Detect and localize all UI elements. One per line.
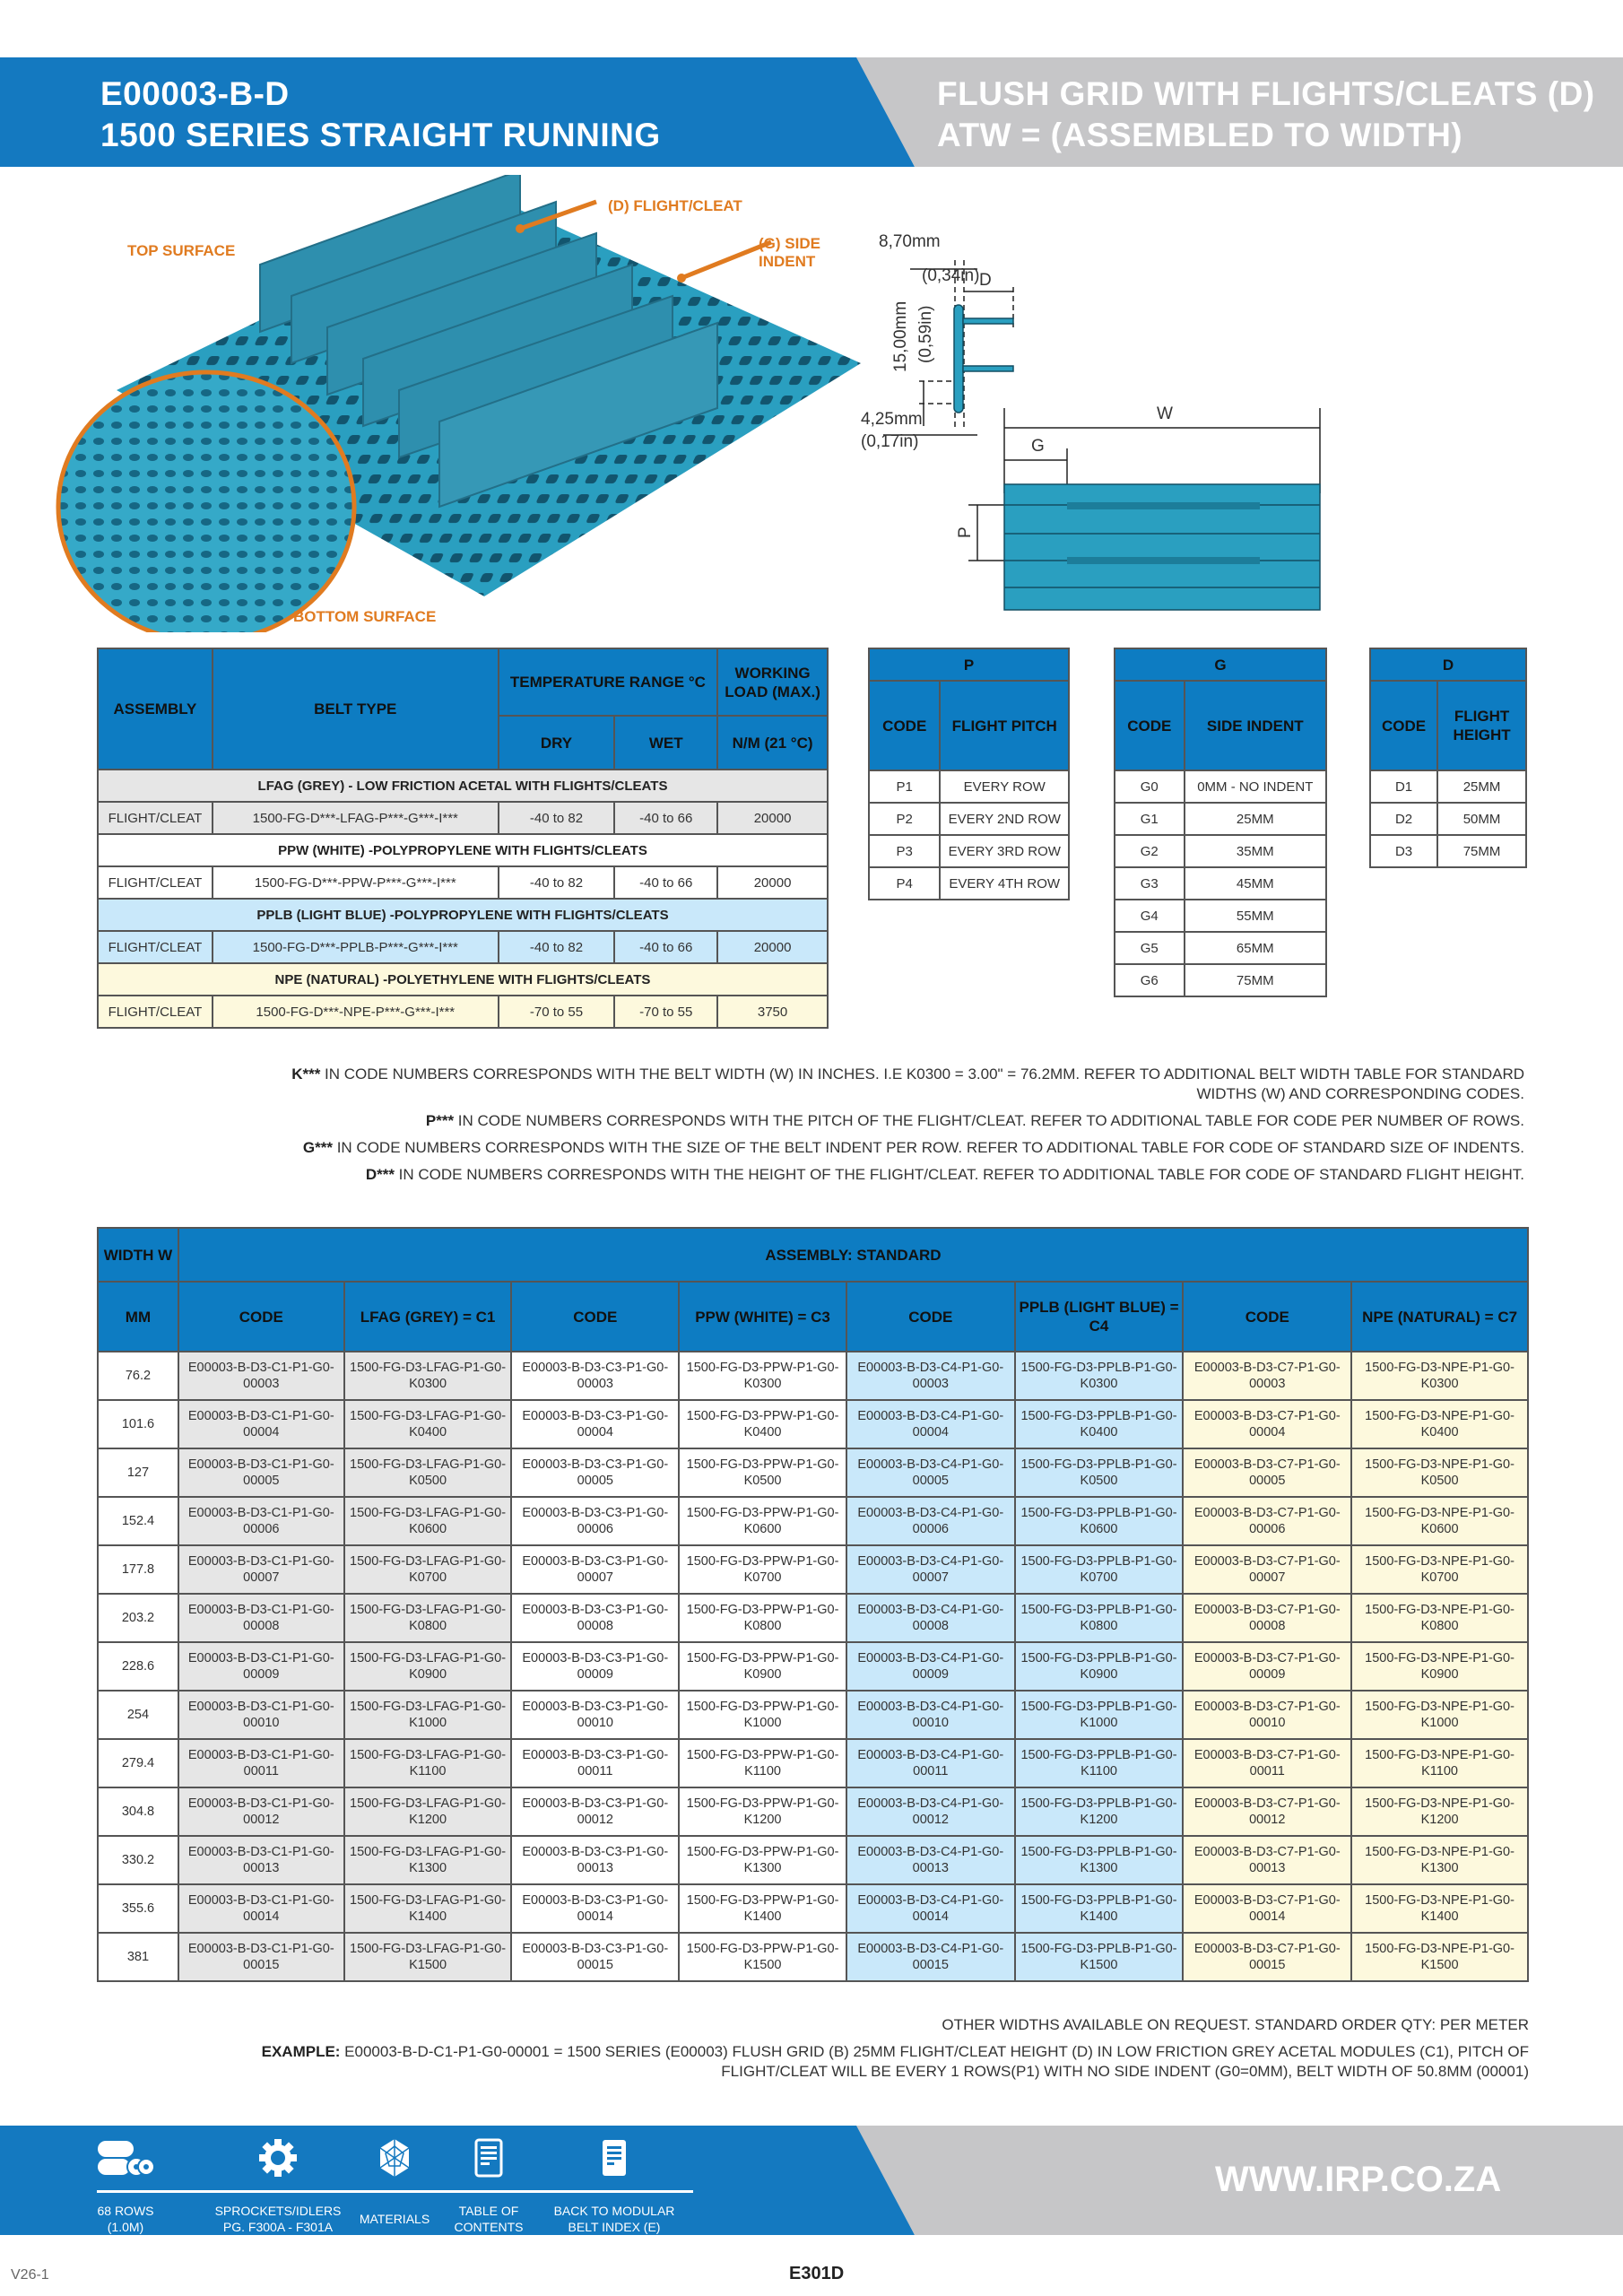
nav-materials[interactable]: MATERIALS bbox=[336, 2133, 453, 2235]
cell-belt-type: 1500-FG-D***-NPE-P***-G***-I*** bbox=[213, 996, 499, 1028]
cell-code-c1: E00003-B-D3-C1-P1-G0-00008 bbox=[178, 1594, 344, 1642]
note-d: D*** IN CODE NUMBERS CORRESPONDS WITH THE HEIGHT OF THE FLIGHT/CLEAT. REFER TO ADDITIONAL TABLE FOR CODE OF STANDARD FLIGHT HEIGHT. bbox=[365, 1166, 1524, 1183]
svg-text:P: P bbox=[956, 526, 975, 538]
product-subtitle: ATW = (ASSEMBLED TO WIDTH) bbox=[937, 117, 1463, 153]
cell-belt-type: 1500-FG-D***-PPLB-P***-G***-I*** bbox=[213, 931, 499, 963]
cell-assembly: FLIGHT/CLEAT bbox=[98, 931, 213, 963]
other-widths-note: OTHER WIDTHS AVAILABLE ON REQUEST. STANDARD ORDER QTY: PER METER bbox=[942, 2016, 1529, 2033]
cell-part-pplb: 1500-FG-D3-PPLB-P1-G0-K0600 bbox=[1015, 1497, 1184, 1545]
col-code: CODE bbox=[869, 681, 940, 770]
width-table-body bbox=[98, 1352, 1528, 1981]
table-row bbox=[869, 835, 1069, 867]
col-side-indent: SIDE INDENT bbox=[1185, 681, 1326, 770]
cell-value: 25MM bbox=[1185, 803, 1326, 835]
cell-code-c7: E00003-B-D3-C7-P1-G0-00005 bbox=[1183, 1448, 1351, 1497]
cell-code-c7: E00003-B-D3-C7-P1-G0-00011 bbox=[1183, 1739, 1351, 1787]
cell-load: 20000 bbox=[717, 802, 828, 834]
belt-dimension-diagram bbox=[861, 220, 1569, 623]
col-load-unit: N/M (21 °C) bbox=[717, 716, 828, 770]
code-notes bbox=[269, 1065, 1524, 1192]
cell-code-c4: E00003-B-D3-C4-P1-G0-00003 bbox=[846, 1352, 1015, 1400]
cell-value: 45MM bbox=[1185, 867, 1326, 900]
cell-code-c7: E00003-B-D3-C7-P1-G0-00004 bbox=[1183, 1400, 1351, 1448]
cell-part-ppw: 1500-FG-D3-PPW-P1-G0-K0700 bbox=[679, 1545, 846, 1594]
cell-width-mm: 203.2 bbox=[98, 1594, 178, 1642]
table-row bbox=[98, 1933, 1528, 1981]
cell-width-mm: 279.4 bbox=[98, 1739, 178, 1787]
cell-part-npe: 1500-FG-D3-NPE-P1-G0-K0800 bbox=[1351, 1594, 1528, 1642]
cell-part-npe: 1500-FG-D3-NPE-P1-G0-K0400 bbox=[1351, 1400, 1528, 1448]
cell-code-c3: E00003-B-D3-C3-P1-G0-00014 bbox=[511, 1884, 679, 1933]
cell-width-mm: 304.8 bbox=[98, 1787, 178, 1836]
table-row bbox=[1115, 770, 1326, 803]
table-row bbox=[98, 802, 828, 834]
table-row bbox=[98, 1884, 1528, 1933]
cell-part-ppw: 1500-FG-D3-PPW-P1-G0-K0500 bbox=[679, 1448, 846, 1497]
table-row bbox=[98, 1352, 1528, 1400]
cell-code-c7: E00003-B-D3-C7-P1-G0-00012 bbox=[1183, 1787, 1351, 1836]
svg-text:8,70mm: 8,70mm bbox=[879, 232, 941, 251]
cell-width-mm: 127 bbox=[98, 1448, 178, 1497]
footnotes bbox=[179, 2015, 1529, 2082]
website-link[interactable]: WWW.IRP.CO.ZA bbox=[1215, 2160, 1502, 2199]
belt-rolls-icon bbox=[67, 2133, 184, 2183]
cell-code: P2 bbox=[869, 803, 940, 835]
cell-code-c1: E00003-B-D3-C1-P1-G0-00013 bbox=[178, 1836, 344, 1884]
cell-part-lfag: 1500-FG-D3-LFAG-P1-G0-K0500 bbox=[344, 1448, 512, 1497]
col-lfag: LFAG (GREY) = C1 bbox=[344, 1282, 512, 1352]
product-title: FLUSH GRID WITH FLIGHTS/CLEATS (D) bbox=[937, 75, 1595, 112]
cell-code-c3: E00003-B-D3-C3-P1-G0-00010 bbox=[511, 1691, 679, 1739]
table-row bbox=[98, 1497, 1528, 1545]
cell-part-pplb: 1500-FG-D3-PPLB-P1-G0-K1100 bbox=[1015, 1739, 1184, 1787]
cell-part-pplb: 1500-FG-D3-PPLB-P1-G0-K1300 bbox=[1015, 1836, 1184, 1884]
cell-wet: -40 to 66 bbox=[614, 866, 717, 899]
col-belt-type: BELT TYPE bbox=[213, 648, 499, 770]
cell-code-c3: E00003-B-D3-C3-P1-G0-00012 bbox=[511, 1787, 679, 1836]
svg-text:15,00mm: 15,00mm bbox=[891, 300, 910, 372]
table-row bbox=[869, 867, 1069, 900]
cell-code-c1: E00003-B-D3-C1-P1-G0-00010 bbox=[178, 1691, 344, 1739]
cell-code-c1: E00003-B-D3-C1-P1-G0-00007 bbox=[178, 1545, 344, 1594]
cell-code-c4: E00003-B-D3-C4-P1-G0-00007 bbox=[846, 1545, 1015, 1594]
table-row bbox=[1115, 900, 1326, 932]
cell-code: G5 bbox=[1115, 932, 1185, 964]
cell-value: 25MM bbox=[1437, 770, 1526, 803]
cell-load: 20000 bbox=[717, 931, 828, 963]
cell-part-ppw: 1500-FG-D3-PPW-P1-G0-K1000 bbox=[679, 1691, 846, 1739]
note-p: P*** IN CODE NUMBERS CORRESPONDS WITH THE PITCH OF THE FLIGHT/CLEAT. REFER TO ADDITIONAL TABLE FOR CODE PER NUMBER OF ROWS. bbox=[425, 1112, 1524, 1129]
cell-code-c4: E00003-B-D3-C4-P1-G0-00012 bbox=[846, 1787, 1015, 1836]
cell-code-c3: E00003-B-D3-C3-P1-G0-00009 bbox=[511, 1642, 679, 1691]
table-row bbox=[98, 931, 828, 963]
assembly-standard-header: ASSEMBLY: STANDARD bbox=[178, 1228, 1528, 1282]
cell-part-pplb: 1500-FG-D3-PPLB-P1-G0-K0800 bbox=[1015, 1594, 1184, 1642]
flight-height-table-title: D bbox=[1370, 648, 1526, 681]
cell-code: G4 bbox=[1115, 900, 1185, 932]
cell-code-c1: E00003-B-D3-C1-P1-G0-00005 bbox=[178, 1448, 344, 1497]
cell-part-lfag: 1500-FG-D3-LFAG-P1-G0-K0800 bbox=[344, 1594, 512, 1642]
header-product-code-block bbox=[100, 74, 661, 156]
cell-assembly: FLIGHT/CLEAT bbox=[98, 996, 213, 1028]
cell-code-c4: E00003-B-D3-C4-P1-G0-00010 bbox=[846, 1691, 1015, 1739]
cell-value: EVERY 2ND ROW bbox=[940, 803, 1069, 835]
example-note: EXAMPLE: E00003-B-D-C1-P1-G0-00001 = 1500 SERIES (E00003) FLUSH GRID (B) 25MM FLIGHT/CLEAT HEIGHT (D) IN LOW FRICTION GREY ACETAL MODULES (C1), PITCH OF FLIGHT/CLEAT WILL BE EVERY 1 ROWS(P1) WITH NO SIDE INDENT (G0=0MM), BELT WIDTH OF 50.8MM (00001) bbox=[261, 2043, 1529, 2080]
cell-part-lfag: 1500-FG-D3-LFAG-P1-G0-K0600 bbox=[344, 1497, 512, 1545]
table-row bbox=[869, 803, 1069, 835]
cell-code: G2 bbox=[1115, 835, 1185, 867]
cell-code-c4: E00003-B-D3-C4-P1-G0-00004 bbox=[846, 1400, 1015, 1448]
nav-68-rows[interactable]: 68 ROWS (1.0M) bbox=[67, 2133, 184, 2235]
cell-dry: -40 to 82 bbox=[499, 931, 615, 963]
cell-code-c4: E00003-B-D3-C4-P1-G0-00015 bbox=[846, 1933, 1015, 1981]
cell-code: G0 bbox=[1115, 770, 1185, 803]
table-row bbox=[1115, 803, 1326, 835]
table-row bbox=[1115, 964, 1326, 996]
dimension-drawing-icon bbox=[861, 220, 1569, 623]
cell-code-c1: E00003-B-D3-C1-P1-G0-00004 bbox=[178, 1400, 344, 1448]
cell-code: D1 bbox=[1370, 770, 1437, 803]
cell-part-ppw: 1500-FG-D3-PPW-P1-G0-K1300 bbox=[679, 1836, 846, 1884]
cell-load: 20000 bbox=[717, 866, 828, 899]
cell-part-ppw: 1500-FG-D3-PPW-P1-G0-K1100 bbox=[679, 1739, 846, 1787]
cell-code-c7: E00003-B-D3-C7-P1-G0-00007 bbox=[1183, 1545, 1351, 1594]
cell-code-c3: E00003-B-D3-C3-P1-G0-00015 bbox=[511, 1933, 679, 1981]
svg-text:D: D bbox=[979, 271, 992, 290]
cell-part-lfag: 1500-FG-D3-LFAG-P1-G0-K0300 bbox=[344, 1352, 512, 1400]
cell-belt-type: 1500-FG-D***-PPW-P***-G***-I*** bbox=[213, 866, 499, 899]
cell-width-mm: 381 bbox=[98, 1933, 178, 1981]
cell-code-c3: E00003-B-D3-C3-P1-G0-00003 bbox=[511, 1352, 679, 1400]
cell-value: 75MM bbox=[1437, 835, 1526, 867]
cell-code-c3: E00003-B-D3-C3-P1-G0-00007 bbox=[511, 1545, 679, 1594]
cell-part-pplb: 1500-FG-D3-PPLB-P1-G0-K0700 bbox=[1015, 1545, 1184, 1594]
svg-text:(0,34in): (0,34in) bbox=[922, 266, 980, 285]
cell-value: 55MM bbox=[1185, 900, 1326, 932]
cell-part-npe: 1500-FG-D3-NPE-P1-G0-K0700 bbox=[1351, 1545, 1528, 1594]
cell-part-lfag: 1500-FG-D3-LFAG-P1-G0-K1000 bbox=[344, 1691, 512, 1739]
cell-code-c7: E00003-B-D3-C7-P1-G0-00006 bbox=[1183, 1497, 1351, 1545]
cell-code-c7: E00003-B-D3-C7-P1-G0-00015 bbox=[1183, 1933, 1351, 1981]
col-ppw: PPW (WHITE) = C3 bbox=[679, 1282, 846, 1352]
cell-code-c3: E00003-B-D3-C3-P1-G0-00013 bbox=[511, 1836, 679, 1884]
table-row bbox=[1115, 835, 1326, 867]
col-code-c7: CODE bbox=[1183, 1282, 1351, 1352]
table-row bbox=[1370, 770, 1526, 803]
sprocket-gear-icon bbox=[211, 2133, 345, 2183]
col-dry: DRY bbox=[499, 716, 615, 770]
col-temp-range: TEMPERATURE RANGE °C bbox=[499, 648, 717, 716]
cell-dry: -70 to 55 bbox=[499, 996, 615, 1028]
cell-part-lfag: 1500-FG-D3-LFAG-P1-G0-K0900 bbox=[344, 1642, 512, 1691]
table-row bbox=[98, 1448, 1528, 1497]
cell-part-lfag: 1500-FG-D3-LFAG-P1-G0-K0700 bbox=[344, 1545, 512, 1594]
cell-part-npe: 1500-FG-D3-NPE-P1-G0-K0500 bbox=[1351, 1448, 1528, 1497]
cell-part-npe: 1500-FG-D3-NPE-P1-G0-K1400 bbox=[1351, 1884, 1528, 1933]
table-of-contents-icon bbox=[430, 2133, 547, 2183]
cell-code-c3: E00003-B-D3-C3-P1-G0-00008 bbox=[511, 1594, 679, 1642]
table-row bbox=[1370, 803, 1526, 835]
cell-part-lfag: 1500-FG-D3-LFAG-P1-G0-K1200 bbox=[344, 1787, 512, 1836]
flight-cleat-label: (D) FLIGHT/CLEAT bbox=[608, 197, 742, 214]
cell-code-c7: E00003-B-D3-C7-P1-G0-00008 bbox=[1183, 1594, 1351, 1642]
col-code-c4: CODE bbox=[846, 1282, 1015, 1352]
cell-code: P3 bbox=[869, 835, 940, 867]
table-row bbox=[98, 1787, 1528, 1836]
cell-part-pplb: 1500-FG-D3-PPLB-P1-G0-K0500 bbox=[1015, 1448, 1184, 1497]
cell-code-c4: E00003-B-D3-C4-P1-G0-00014 bbox=[846, 1884, 1015, 1933]
cell-dry: -40 to 82 bbox=[499, 866, 615, 899]
cell-value: 35MM bbox=[1185, 835, 1326, 867]
col-width-w: WIDTH W bbox=[98, 1228, 178, 1282]
cell-code-c7: E00003-B-D3-C7-P1-G0-00009 bbox=[1183, 1642, 1351, 1691]
group-title: PPW (WHITE) -POLYPROPYLENE WITH FLIGHTS/CLEATS bbox=[98, 834, 828, 866]
cell-part-pplb: 1500-FG-D3-PPLB-P1-G0-K1200 bbox=[1015, 1787, 1184, 1836]
cell-value: EVERY 4TH ROW bbox=[940, 867, 1069, 900]
col-assembly: ASSEMBLY bbox=[98, 648, 213, 770]
cell-part-npe: 1500-FG-D3-NPE-P1-G0-K0600 bbox=[1351, 1497, 1528, 1545]
cell-part-npe: 1500-FG-D3-NPE-P1-G0-K0900 bbox=[1351, 1642, 1528, 1691]
table-row bbox=[98, 1594, 1528, 1642]
table-row bbox=[869, 770, 1069, 803]
cell-part-ppw: 1500-FG-D3-PPW-P1-G0-K0400 bbox=[679, 1400, 846, 1448]
cell-wet: -40 to 66 bbox=[614, 802, 717, 834]
cell-part-ppw: 1500-FG-D3-PPW-P1-G0-K0300 bbox=[679, 1352, 846, 1400]
cell-code-c1: E00003-B-D3-C1-P1-G0-00012 bbox=[178, 1787, 344, 1836]
cell-code-c7: E00003-B-D3-C7-P1-G0-00003 bbox=[1183, 1352, 1351, 1400]
side-indent-table-title: G bbox=[1115, 648, 1326, 681]
page-footer bbox=[0, 2126, 1623, 2235]
side-indent-label: (G) SIDE INDENT bbox=[759, 235, 820, 270]
cell-part-pplb: 1500-FG-D3-PPLB-P1-G0-K0300 bbox=[1015, 1352, 1184, 1400]
cell-wet: -70 to 55 bbox=[614, 996, 717, 1028]
cell-part-ppw: 1500-FG-D3-PPW-P1-G0-K1500 bbox=[679, 1933, 846, 1981]
note-k: K*** IN CODE NUMBERS CORRESPONDS WITH THE BELT WIDTH (W) IN INCHES. I.E K0300 = 3.00" = 76.2MM. REFER TO ADDITIONAL BELT WIDTH TABLE FOR STANDARD WIDTHS (W) AND CORRESPONDING CODES. bbox=[291, 1065, 1524, 1102]
cell-code-c7: E00003-B-D3-C7-P1-G0-00014 bbox=[1183, 1884, 1351, 1933]
top-surface-label: TOP SURFACE bbox=[127, 242, 236, 259]
nav-table-of-contents[interactable]: TABLE OF CONTENTS bbox=[430, 2133, 547, 2235]
cell-code-c1: E00003-B-D3-C1-P1-G0-00014 bbox=[178, 1884, 344, 1933]
belt-type-table bbox=[97, 648, 829, 1029]
cell-belt-type: 1500-FG-D***-LFAG-P***-G***-I*** bbox=[213, 802, 499, 834]
cell-code-c1: E00003-B-D3-C1-P1-G0-00015 bbox=[178, 1933, 344, 1981]
cell-width-mm: 355.6 bbox=[98, 1884, 178, 1933]
cell-assembly: FLIGHT/CLEAT bbox=[98, 866, 213, 899]
col-working-load: WORKING LOAD (MAX.) bbox=[717, 648, 828, 716]
cell-code: D3 bbox=[1370, 835, 1437, 867]
group-title: LFAG (GREY) - LOW FRICTION ACETAL WITH FLIGHTS/CLEATS bbox=[98, 770, 828, 802]
table-row bbox=[1115, 932, 1326, 964]
note-g: G*** IN CODE NUMBERS CORRESPONDS WITH THE SIZE OF THE BELT INDENT PER ROW. REFER TO ADDITIONAL TABLE FOR CODE OF STANDARD SIZE OF INDENTS. bbox=[302, 1139, 1524, 1156]
cell-code-c4: E00003-B-D3-C4-P1-G0-00008 bbox=[846, 1594, 1015, 1642]
cell-part-ppw: 1500-FG-D3-PPW-P1-G0-K1400 bbox=[679, 1884, 846, 1933]
cell-code-c3: E00003-B-D3-C3-P1-G0-00005 bbox=[511, 1448, 679, 1497]
cell-code: P1 bbox=[869, 770, 940, 803]
group-title: PPLB (LIGHT BLUE) -POLYPROPYLENE WITH FLIGHTS/CLEATS bbox=[98, 899, 828, 931]
svg-text:(0,17in): (0,17in) bbox=[861, 432, 919, 451]
cell-part-npe: 1500-FG-D3-NPE-P1-G0-K1100 bbox=[1351, 1739, 1528, 1787]
table-row bbox=[98, 1739, 1528, 1787]
col-mm: MM bbox=[98, 1282, 178, 1352]
cell-part-pplb: 1500-FG-D3-PPLB-P1-G0-K0900 bbox=[1015, 1642, 1184, 1691]
cell-load: 3750 bbox=[717, 996, 828, 1028]
svg-text:(0,59in): (0,59in) bbox=[916, 305, 935, 363]
svg-text:G: G bbox=[1031, 437, 1045, 456]
col-wet: WET bbox=[614, 716, 717, 770]
cell-value: 65MM bbox=[1185, 932, 1326, 964]
cell-width-mm: 330.2 bbox=[98, 1836, 178, 1884]
cell-part-ppw: 1500-FG-D3-PPW-P1-G0-K0800 bbox=[679, 1594, 846, 1642]
cell-code-c1: E00003-B-D3-C1-P1-G0-00009 bbox=[178, 1642, 344, 1691]
cell-part-lfag: 1500-FG-D3-LFAG-P1-G0-K0400 bbox=[344, 1400, 512, 1448]
cell-value: EVERY 3RD ROW bbox=[940, 835, 1069, 867]
belt-product-image bbox=[54, 175, 879, 632]
col-npe: NPE (NATURAL) = C7 bbox=[1351, 1282, 1528, 1352]
cell-part-lfag: 1500-FG-D3-LFAG-P1-G0-K1100 bbox=[344, 1739, 512, 1787]
cell-code-c3: E00003-B-D3-C3-P1-G0-00006 bbox=[511, 1497, 679, 1545]
cell-code-c4: E00003-B-D3-C4-P1-G0-00013 bbox=[846, 1836, 1015, 1884]
col-code: CODE bbox=[1115, 681, 1185, 770]
cell-part-pplb: 1500-FG-D3-PPLB-P1-G0-K1400 bbox=[1015, 1884, 1184, 1933]
cell-code: G3 bbox=[1115, 867, 1185, 900]
cell-code-c3: E00003-B-D3-C3-P1-G0-00004 bbox=[511, 1400, 679, 1448]
cell-code-c4: E00003-B-D3-C4-P1-G0-00009 bbox=[846, 1642, 1015, 1691]
col-pplb: PPLB (LIGHT BLUE) = C4 bbox=[1015, 1282, 1184, 1352]
index-document-icon bbox=[547, 2133, 681, 2183]
width-code-table bbox=[97, 1227, 1529, 1982]
cell-width-mm: 228.6 bbox=[98, 1642, 178, 1691]
page-header bbox=[0, 57, 1623, 167]
cell-code: P4 bbox=[869, 867, 940, 900]
pitch-table bbox=[868, 648, 1070, 900]
cell-width-mm: 152.4 bbox=[98, 1497, 178, 1545]
cell-part-npe: 1500-FG-D3-NPE-P1-G0-K1500 bbox=[1351, 1933, 1528, 1981]
table-row bbox=[98, 1642, 1528, 1691]
cell-value: 50MM bbox=[1437, 803, 1526, 835]
col-flight-height: FLIGHT HEIGHT bbox=[1437, 681, 1526, 770]
cell-part-ppw: 1500-FG-D3-PPW-P1-G0-K1200 bbox=[679, 1787, 846, 1836]
group-title: NPE (NATURAL) -POLYETHYLENE WITH FLIGHTS/CLEATS bbox=[98, 963, 828, 996]
cell-value: 75MM bbox=[1185, 964, 1326, 996]
cell-value: 0MM - NO INDENT bbox=[1185, 770, 1326, 803]
pitch-table-title: P bbox=[869, 648, 1069, 681]
cell-code-c3: E00003-B-D3-C3-P1-G0-00011 bbox=[511, 1739, 679, 1787]
cell-code: G1 bbox=[1115, 803, 1185, 835]
cell-wet: -40 to 66 bbox=[614, 931, 717, 963]
cell-part-npe: 1500-FG-D3-NPE-P1-G0-K0300 bbox=[1351, 1352, 1528, 1400]
cell-width-mm: 254 bbox=[98, 1691, 178, 1739]
cell-dry: -40 to 82 bbox=[499, 802, 615, 834]
side-indent-table bbox=[1114, 648, 1327, 997]
cell-value: EVERY ROW bbox=[940, 770, 1069, 803]
col-code: CODE bbox=[1370, 681, 1437, 770]
cell-code-c4: E00003-B-D3-C4-P1-G0-00006 bbox=[846, 1497, 1015, 1545]
cell-code-c1: E00003-B-D3-C1-P1-G0-00011 bbox=[178, 1739, 344, 1787]
cell-width-mm: 76.2 bbox=[98, 1352, 178, 1400]
header-title-block bbox=[937, 74, 1595, 156]
cell-code-c1: E00003-B-D3-C1-P1-G0-00006 bbox=[178, 1497, 344, 1545]
cell-part-lfag: 1500-FG-D3-LFAG-P1-G0-K1300 bbox=[344, 1836, 512, 1884]
cell-assembly: FLIGHT/CLEAT bbox=[98, 802, 213, 834]
table-row bbox=[98, 1836, 1528, 1884]
cell-width-mm: 177.8 bbox=[98, 1545, 178, 1594]
cell-code: G6 bbox=[1115, 964, 1185, 996]
cell-part-npe: 1500-FG-D3-NPE-P1-G0-K1000 bbox=[1351, 1691, 1528, 1739]
svg-text:W: W bbox=[1157, 404, 1173, 423]
cell-part-pplb: 1500-FG-D3-PPLB-P1-G0-K1000 bbox=[1015, 1691, 1184, 1739]
table-row bbox=[98, 1545, 1528, 1594]
table-row bbox=[98, 996, 828, 1028]
cell-code: D2 bbox=[1370, 803, 1437, 835]
product-code: E00003-B-D bbox=[100, 75, 290, 112]
svg-text:4,25mm: 4,25mm bbox=[861, 410, 923, 429]
cell-part-npe: 1500-FG-D3-NPE-P1-G0-K1200 bbox=[1351, 1787, 1528, 1836]
cell-code-c4: E00003-B-D3-C4-P1-G0-00005 bbox=[846, 1448, 1015, 1497]
table-row bbox=[98, 866, 828, 899]
cell-part-ppw: 1500-FG-D3-PPW-P1-G0-K0600 bbox=[679, 1497, 846, 1545]
table-row bbox=[1370, 835, 1526, 867]
cell-part-lfag: 1500-FG-D3-LFAG-P1-G0-K1500 bbox=[344, 1933, 512, 1981]
nav-back-to-belt-index[interactable]: BACK TO MODULAR BELT INDEX (E) bbox=[547, 2133, 681, 2235]
cell-code-c4: E00003-B-D3-C4-P1-G0-00011 bbox=[846, 1739, 1015, 1787]
flight-height-table bbox=[1369, 648, 1527, 868]
table-row bbox=[98, 1691, 1528, 1739]
cell-part-npe: 1500-FG-D3-NPE-P1-G0-K1300 bbox=[1351, 1836, 1528, 1884]
cell-width-mm: 101.6 bbox=[98, 1400, 178, 1448]
bottom-surface-label: BOTTOM SURFACE bbox=[293, 608, 437, 625]
cell-part-lfag: 1500-FG-D3-LFAG-P1-G0-K1400 bbox=[344, 1884, 512, 1933]
table-row bbox=[1115, 867, 1326, 900]
cell-code-c7: E00003-B-D3-C7-P1-G0-00013 bbox=[1183, 1836, 1351, 1884]
cell-part-pplb: 1500-FG-D3-PPLB-P1-G0-K0400 bbox=[1015, 1400, 1184, 1448]
col-code-c3: CODE bbox=[511, 1282, 679, 1352]
cell-code-c7: E00003-B-D3-C7-P1-G0-00010 bbox=[1183, 1691, 1351, 1739]
product-series: 1500 SERIES STRAIGHT RUNNING bbox=[100, 117, 661, 153]
cell-code-c1: E00003-B-D3-C1-P1-G0-00003 bbox=[178, 1352, 344, 1400]
cell-part-ppw: 1500-FG-D3-PPW-P1-G0-K0900 bbox=[679, 1642, 846, 1691]
cell-part-pplb: 1500-FG-D3-PPLB-P1-G0-K1500 bbox=[1015, 1933, 1184, 1981]
page-code: E301D bbox=[789, 2264, 845, 2283]
table-row bbox=[98, 1400, 1528, 1448]
version-label: V26-1 bbox=[11, 2267, 49, 2283]
nav-sprockets-idlers[interactable]: SPROCKETS/IDLERS PG. F300A - F301A bbox=[211, 2133, 345, 2235]
col-flight-pitch: FLIGHT PITCH bbox=[940, 681, 1069, 770]
col-code-c1: CODE bbox=[178, 1282, 344, 1352]
